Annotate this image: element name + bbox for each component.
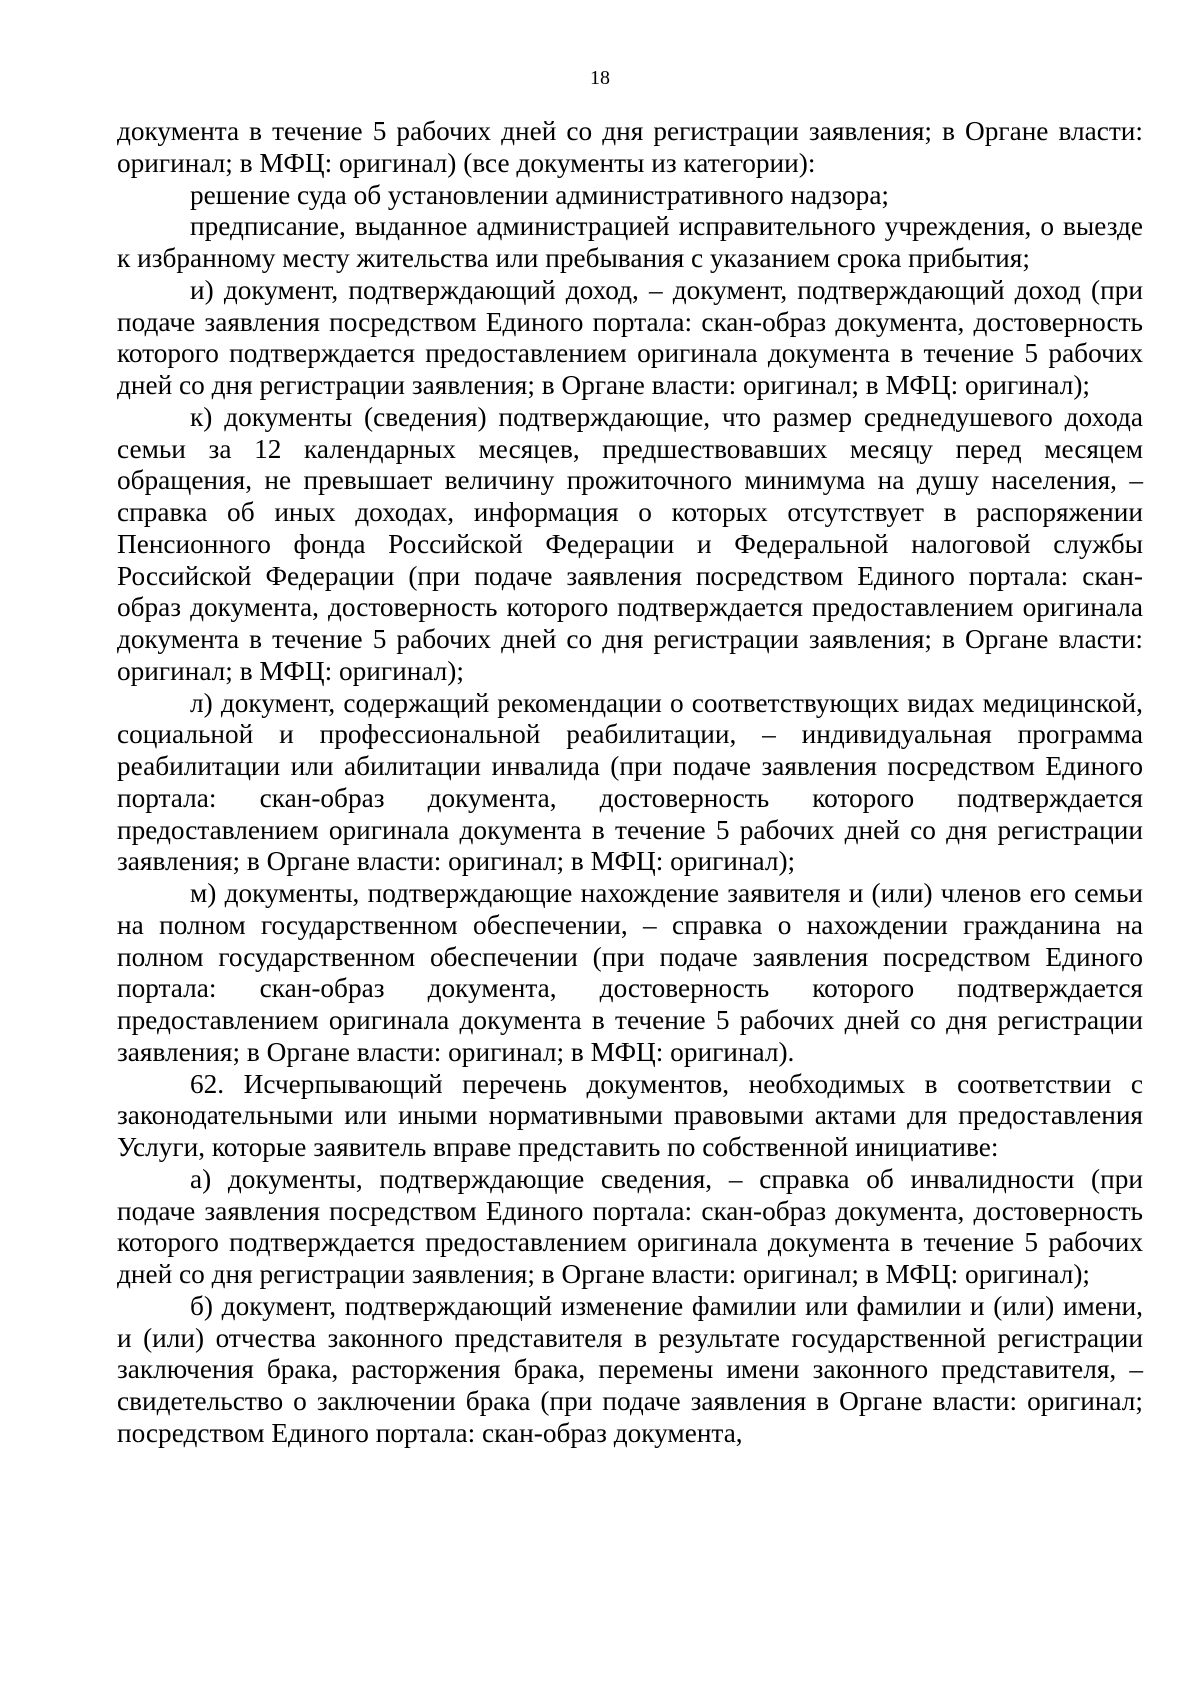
- paragraph-item-k-average-income: к) документы (сведения) подтверждающие, что размер среднедушевого дохода семьи за 12 календарных месяцев, предшествовавших месяцу перед месяцем обращения, не превышает величину прожиточного минимума на душу населения, – справка об иных доходах, информация о которых отсутствует в распоряжении Пенсионного фонда Российской Федерации и Федеральной налоговой службы Российской Федерации (при подаче заявления посредством Единого портала: скан-образ документа, достоверность которого подтверждается предоставлением оригинала документа в течение 5 рабочих дней со дня регистрации заявления; в Органе власти: оригинал; в МФЦ: оригинал);: [117, 401, 1143, 686]
- page-number: 18: [590, 67, 610, 89]
- paragraph-item-a-disability: а) документы, подтверждающие сведения, – справка об инвалидности (при подаче заявления посредством Единого портала: скан-образ документа, достоверность которого подтверждается предоставлением оригинала документа в течение 5 рабочих дней со дня регистрации заявления; в Органе власти: оригинал; в МФЦ: оригинал);: [117, 1163, 1143, 1289]
- paragraph-section-62: 62. Исчерпывающий перечень документов, необходимых в соответствии с законодательными или иными нормативными правовыми актами для предоставления Услуги, которые заявитель вправе представить по собственной инициативе:: [117, 1068, 1143, 1162]
- paragraph-continuation: документа в течение 5 рабочих дней со дня регистрации заявления; в Органе власти: оригинал; в МФЦ: оригинал) (все документы из категории):: [117, 116, 1143, 178]
- paragraph-item-m-state-support: м) документы, подтверждающие нахождение заявителя и (или) членов его семьи на полном государственном обеспечении, – справка о нахождении гражданина на полном государственном обеспечении (при подаче заявления посредством Единого портала: скан-образ документа, достоверность которого подтверждается предоставлением оригинала документа в течение 5 рабочих дней со дня регистрации заявления; в Органе власти: оригинал; в МФЦ: оригинал).: [117, 878, 1143, 1067]
- paragraph-court-decision: решение суда об установлении административного надзора;: [190, 179, 890, 210]
- document-body: [117, 116, 1143, 1450]
- paragraph-prescription: предписание, выданное администрацией исправительного учреждения, о выезде к избранному месту жительства или пребывания с указанием срока прибытия;: [117, 211, 1143, 273]
- paragraph-item-l-rehabilitation: л) документ, содержащий рекомендации о соответствующих видах медицинской, социальной и профессиональной реабилитации, – индивидуальная программа реабилитации или абилитации инвалида (при подаче заявления посредством Единого портала: скан-образ документа, достоверность которого подтверждается предоставлением оригинала документа в течение 5 рабочих дней со дня регистрации заявления; в Органе власти: оригинал; в МФЦ: оригинал);: [117, 687, 1143, 877]
- paragraph-item-b-name-change: б) документ, подтверждающий изменение фамилии или фамилии и (или) имени, и (или) отчества законного представителя в результате государственной регистрации заключения брака, расторжения брака, перемены имени законного представителя, – свидетельство о заключении брака (при подаче заявления в Органе власти: оригинал; посредством Единого портала: скан-образ документа,: [117, 1290, 1143, 1448]
- paragraph-item-i-income: и) документ, подтверждающий доход, – документ, подтверждающий доход (при подаче заявления посредством Единого портала: скан-образ документа, достоверность которого подтверждается предоставлением оригинала документа в течение 5 рабочих дней со дня регистрации заявления; в Органе власти: оригинал; в МФЦ: оригинал);: [117, 274, 1143, 400]
